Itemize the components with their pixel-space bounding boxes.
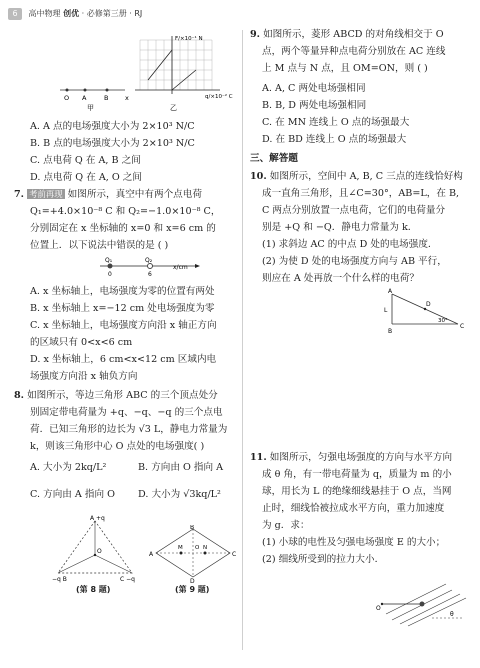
label-zero: 0 — [108, 271, 112, 278]
q7-text-2: Q₁=+4.0×10⁻⁸ C 和 Q₂=−1.0×10⁻⁸ C， — [30, 206, 221, 217]
q11-text-4: 止时，细线恰被拉成水平方向，重力加速度 — [262, 503, 445, 514]
label-b: B — [104, 94, 109, 102]
point-o — [66, 89, 69, 92]
caption-jia: 甲 — [87, 104, 94, 112]
q9-option-d[interactable]: D. 在 BD 连线上 O 点的场强最大 — [262, 134, 407, 145]
q8-text-4: k，则该三角形中心 O 点处的电场强度( ) — [30, 441, 205, 452]
q10-text-6: (2) 为使 D 处的电场强度方向与 AB 平行， — [262, 256, 447, 267]
q6-option-b[interactable]: B. B 点的电场强度大小为 2×10³ N/C — [30, 138, 195, 149]
q11-text-6: (1) 小球的电性及匀强电场强度 E 的大小； — [262, 537, 446, 548]
book-title: 高中物理 — [28, 9, 61, 18]
column-divider — [242, 30, 243, 650]
charge-q2 — [148, 264, 153, 269]
caption-yi: 乙 — [170, 104, 177, 112]
q7-option-c[interactable]: C. x 坐标轴上，电场强度方向沿 x 轴正方向 — [30, 320, 217, 331]
q8-option-c[interactable]: C. 方向由 A 指向 O — [30, 489, 116, 500]
label-theta: θ — [450, 611, 454, 618]
svg-text:C: C — [232, 551, 237, 558]
figure-q8 — [50, 515, 140, 585]
svg-text:A +q: A +q — [90, 515, 105, 522]
x-axis-label: q/×10⁻² C — [205, 94, 233, 100]
label-l: L — [384, 307, 388, 314]
q10-number: 10. — [250, 171, 267, 182]
figure-q10 — [380, 288, 470, 336]
q8-option-b[interactable]: B. 方向由 O 指向 A — [138, 462, 224, 473]
q11-text-7: (2) 细线所受到的拉力大小． — [262, 554, 385, 565]
q10-text-5: (1) 求斜边 AC 的中点 D 处的电场强度． — [262, 239, 438, 250]
figure-q7 — [95, 256, 205, 278]
figure-q6-grid — [140, 40, 212, 90]
label-axis: x/cm — [173, 264, 188, 271]
figure-q9 — [148, 525, 238, 583]
svg-text:C −q: C −q — [120, 576, 135, 583]
q7-text-4: 位置上．以下说法中错误的是 ( ) — [30, 240, 169, 251]
volume-label: · 必修第三册 · RJ — [81, 9, 143, 18]
q9-figure-caption: (第 9 题) — [175, 585, 210, 594]
q9-text-1: 如图所示，菱形 ABCD 的对角线相交于 O — [263, 29, 444, 40]
svg-text:−q B: −q B — [52, 576, 67, 583]
page-number: 6 — [8, 8, 22, 20]
q7-stem-line1 — [14, 188, 202, 202]
q10-text-7: 则应在 A 处再放一个什么样的电荷？ — [262, 273, 419, 284]
svg-text:O: O — [97, 548, 102, 555]
q8-stem-line1 — [14, 389, 218, 403]
y-axis-label: F/×10⁻¹ N — [175, 36, 203, 42]
q8-number: 8. — [14, 390, 25, 401]
svg-text:N: N — [203, 545, 208, 551]
q6-option-d[interactable]: D. 点电荷 Q 在 A, O 之间 — [30, 172, 142, 183]
q10-text-2: 成一直角三角形，且∠C=30°，AB=L，在 B, — [262, 188, 460, 199]
q7-option-d[interactable]: D. x 坐标轴上，6 cm<x<12 cm 区域内电 — [30, 354, 217, 365]
q9-option-b[interactable]: B. B, D 两处电场强相同 — [262, 100, 367, 111]
q9-option-a[interactable]: A. A, C 两处电场强相同 — [262, 83, 366, 94]
section-title: 三、解答题 — [250, 153, 298, 164]
q8-text-2: 别固定带电荷量为 +q、−q、−q 的三个点电 — [30, 407, 223, 418]
charge-q1 — [108, 264, 113, 269]
q8-option-a[interactable]: A. 大小为 2kq/L² — [30, 462, 107, 473]
q9-text-3: 上 M 点与 N 点，且 OM=ON，则 ( ) — [262, 63, 428, 74]
q9-stem-line1 — [250, 28, 444, 42]
q11-text-5: 为 g．求： — [262, 520, 310, 531]
label-o-q11: O — [376, 605, 381, 612]
point-a — [84, 89, 87, 92]
q10-text-4: 别是 +Q 和 −Q．静电力常量为 k． — [262, 222, 418, 233]
q11-text-2: 成 θ 角，有一带电荷量为 q，质量为 m 的小 — [262, 469, 452, 480]
q8-option-d[interactable]: D. 大小为 √3kq/L² — [138, 489, 221, 500]
brand-logo: 创优 — [63, 9, 80, 18]
q11-text-1: 如图所示，匀强电场强度的方向与水平方向 — [269, 452, 453, 463]
q7-text-3: 分别固定在 x 坐标轴的 x=0 和 x=6 cm 的 — [30, 223, 216, 234]
q11-stem-line1 — [250, 451, 452, 465]
q6-option-c[interactable]: C. 点电荷 Q 在 A, B 之间 — [30, 155, 141, 166]
page-header — [8, 8, 233, 22]
label-b: B — [388, 328, 393, 335]
q9-number: 9. — [250, 29, 261, 40]
label-x: x — [125, 94, 129, 102]
point-b — [106, 89, 109, 92]
q7-tag: 考前再现 — [29, 189, 63, 199]
label-d: D — [426, 301, 431, 308]
q9-option-c[interactable]: C. 在 MN 连线上 O 点的场强最大 — [262, 117, 410, 128]
label-o: O — [64, 94, 70, 102]
q7-option-d-cont: 场强度方向沿 x 轴负方向 — [30, 371, 138, 382]
label-angle: 30° — [438, 318, 448, 324]
q7-text-1: 如图所示，真空中有两个点电荷 — [67, 189, 202, 200]
label-six: 6 — [148, 271, 152, 278]
svg-text:B: B — [190, 525, 195, 531]
label-q1: Q₁ — [105, 257, 113, 264]
q7-option-c-cont: 的区域只有 0<x<6 cm — [30, 337, 133, 348]
q9-text-2: 点，两个等量异种点电荷分别放在 AC 连线 — [262, 46, 446, 57]
svg-text:M: M — [178, 545, 183, 551]
label-q2: Q₂ — [145, 257, 153, 264]
q7-option-b[interactable]: B. x 坐标轴上 x=−12 cm 处电场强度为零 — [30, 303, 215, 314]
q8-figure-caption: (第 8 题) — [76, 585, 111, 594]
svg-text:D: D — [190, 578, 195, 583]
label-a: A — [82, 94, 87, 102]
q10-stem-line1 — [250, 170, 463, 184]
figure-q6 — [55, 32, 245, 112]
q11-number: 11. — [250, 452, 267, 463]
q7-number: 7. — [14, 189, 25, 200]
q11-text-3: 球，用长为 L 的绝缘细线悬挂于 O 点，当网 — [262, 486, 452, 497]
label-c: C — [460, 323, 465, 330]
q10-text-1: 如图所示，空间中 A, B, C 三点的连线恰好构 — [269, 171, 463, 182]
q6-option-a[interactable]: A. A 点的电场强度大小为 2×10³ N/C — [30, 121, 195, 132]
label-a: A — [388, 288, 393, 295]
q8-text-3: 荷．已知三角形的边长为 √3 L，静电力常量为 — [30, 424, 228, 435]
svg-text:O: O — [195, 545, 200, 551]
q10-text-3: C 两点分别放置一点电荷，它们的电荷量分 — [262, 205, 446, 216]
q8-text-1: 如图所示，等边三角形 ABC 的三个顶点处分 — [27, 390, 218, 401]
q7-option-a[interactable]: A. x 坐标轴上，电场强度为零的位置有两处 — [30, 286, 215, 297]
figure-q11 — [372, 578, 472, 628]
svg-text:A: A — [149, 551, 154, 558]
